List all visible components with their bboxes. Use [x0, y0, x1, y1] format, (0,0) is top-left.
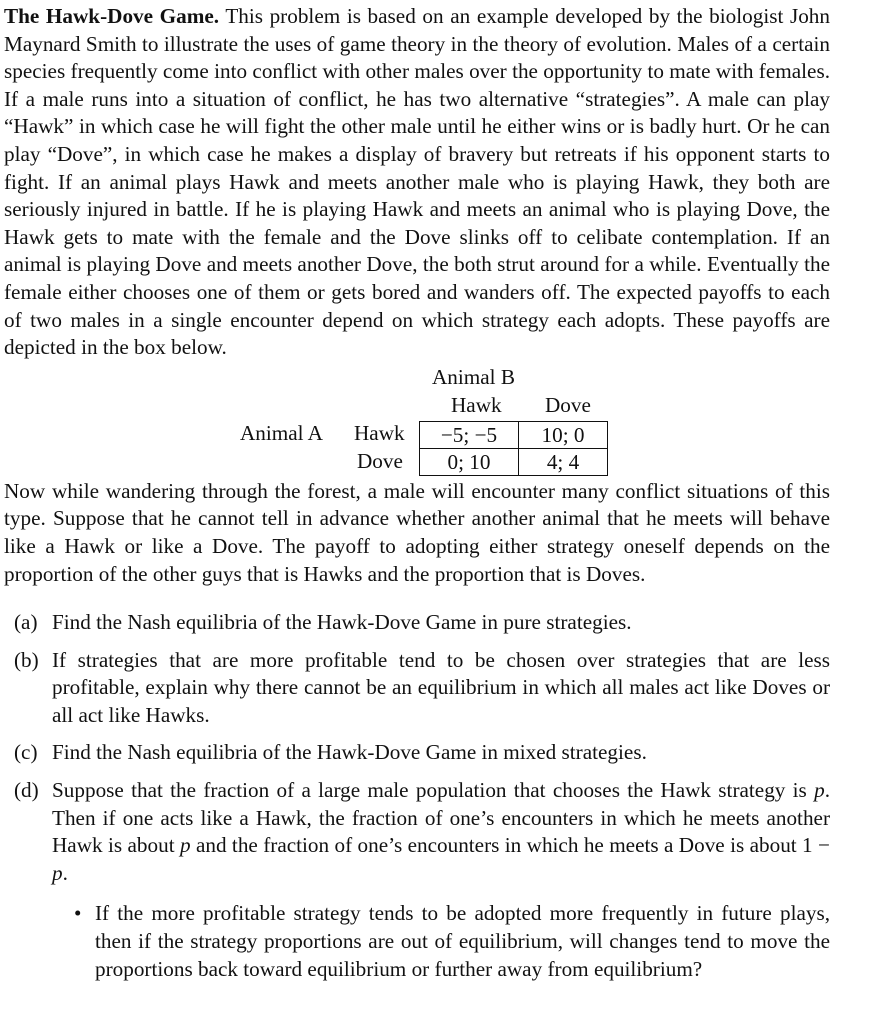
variable-p-1: p: [814, 778, 825, 803]
payoff-cell-dove-dove: 4; 4: [519, 448, 608, 475]
question-list: [4, 609, 830, 983]
question-a-text: Find the Nash equilibria of the Hawk-Dove Game in pure strategies.: [52, 610, 632, 635]
question-d-text-2: . Then if one acts like a Hawk, the fraction of one’s encounters in which he meets another Hawk is about: [52, 778, 830, 858]
question-d-text-3: and the fraction of one’s encounters in which he meets a Dove is about 1 −: [195, 833, 830, 858]
question-b-text: If strategies that are more profitable tend to be chosen over strategies that are less profitable, explain why there cannot be an equilibrium in which all males act like Doves or all act like Hawks.: [52, 647, 830, 727]
column-label-dove: Dove: [545, 392, 591, 417]
problem-title: The Hawk-Dove Game.: [4, 4, 220, 28]
encounter-paragraph: Now while wandering through the forest, a male will encounter many conflict situations of this type. Suppose that he cannot tell in advance whether another animal that he meets will behave like a Hawk or like a Dove. The payoff to adopting either strategy oneself depends on the proportion of the other guys that is Hawks and the proportion that is Doves.: [4, 478, 830, 586]
payoff-cell-hawk-hawk: −5; −5: [420, 421, 519, 448]
bullet-text: If the more profitable strategy tends to be adopted more frequently in future plays, then if the strategy proportions are out of equilibrium, will changes tend to move the proportions back toward equilibrium or further away from equilibrium?: [95, 901, 830, 981]
intro-paragraph: [4, 3, 830, 362]
question-d-bullet: [4, 900, 830, 983]
row-player-label: Animal A: [240, 420, 323, 445]
row-label-hawk: Hawk: [354, 420, 405, 445]
question-b: [4, 647, 830, 730]
question-a-label: (a): [14, 610, 38, 635]
question-d-text-4: .: [62, 860, 68, 885]
column-player-label: Animal B: [432, 364, 515, 389]
question-d: [4, 777, 830, 983]
row-label-dove: Dove: [357, 448, 403, 473]
document-page: [4, 3, 830, 993]
payoff-row-hawk: [420, 421, 608, 448]
variable-p-3: p: [52, 860, 63, 885]
column-label-hawk: Hawk: [451, 392, 502, 417]
question-a: [4, 609, 830, 637]
question-c-label: (c): [14, 740, 38, 765]
payoff-matrix: [4, 364, 830, 478]
question-c: [4, 739, 830, 767]
intro-body: This problem is based on an example developed by the biologist John Maynard Smith to illustrate the uses of game theory in the theory of evolution. Males of a certain species frequently come into conflict with other males over the opportunity to mate with females. If a male runs into a situation of conflict, he has two alternative “strategies”. A male can play “Hawk” in which case he will fight the other male until he either wins or is badly hurt. Or he can play “Dove”, in which case he makes a display of bravery but retreats if his opponent starts to fight. If an animal plays Hawk and meets another male who is playing Hawk, they both are seriously injured in battle. If he is playing Hawk and meets an animal who is playing Dove, the Hawk gets to mate with the female and the Dove slinks off to celibate contemplation. If an animal is playing Dove and meets another Dove, the both strut around for a while. Eventually the female either chooses one of them or gets bored and wanders off. The expected payoffs to each of two males in a single encounter depend on which strategy each adopts. These payoffs are depicted in the box below.: [4, 4, 830, 360]
variable-p-2: p: [179, 833, 191, 858]
payoff-cell-hawk-dove: 10; 0: [519, 421, 608, 448]
payoff-row-dove: [420, 448, 608, 475]
question-c-text: Find the Nash equilibria of the Hawk-Dove Game in mixed strategies.: [52, 740, 647, 765]
question-d-label: (d): [14, 778, 39, 803]
question-b-label: (b): [14, 647, 39, 672]
payoff-table: [419, 421, 608, 476]
question-d-text-1: Suppose that the fraction of a large male population that chooses the Hawk strategy is: [52, 778, 807, 803]
bullet-symbol: •: [74, 901, 82, 926]
payoff-cell-dove-hawk: 0; 10: [420, 448, 519, 475]
